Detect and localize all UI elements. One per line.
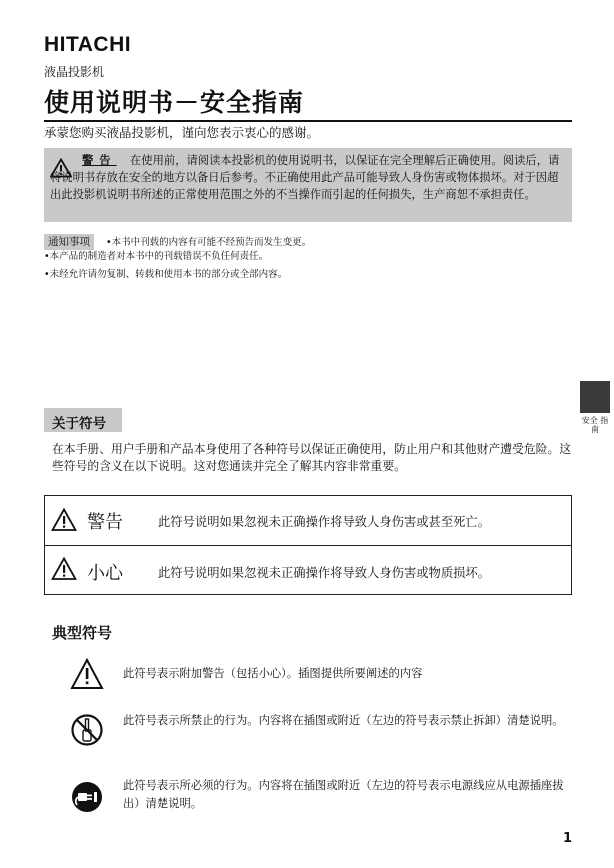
title-underline (44, 120, 572, 122)
brand-logo: HITACHI (44, 33, 132, 56)
no-disassembly-icon (70, 713, 104, 747)
symbol-description: 此符号表示附加警告（包括小心）。插图提供所要阐述的内容 (123, 667, 423, 680)
side-tab-label: 安全 指南 (581, 416, 609, 434)
notice-tag: 通知事项 (44, 234, 94, 250)
product-name: 液晶投影机 (44, 65, 105, 79)
page-number: 1 (563, 831, 573, 846)
exclamation-triangle-icon (70, 658, 104, 690)
caution-triangle-icon (51, 557, 77, 581)
warning-triangle-icon (51, 508, 77, 532)
warning-description: 此符号说明如果忽视未正确操作将导致人身伤害或甚至死亡。 (158, 515, 491, 529)
typical-symbols-title: 典型符号 (52, 624, 113, 642)
symbol-description: 此符号表示所必须的行为。内容将在插图或附近（左边的符号表示电源线应从电源插座拔出）清楚说明。 (123, 779, 564, 810)
table-divider (44, 545, 572, 546)
notice-item: •未经允许请勿复制、转载和使用本书的部分或全部内容。 (44, 269, 288, 280)
symbol-description: 此符号表示所禁止的行为。内容将在插图或附近（左边的符号表示禁止拆卸）清楚说明。 (123, 714, 564, 727)
section-title: 关于符号 (52, 416, 106, 432)
page-title: 使用说明书－安全指南 (44, 88, 305, 117)
warning-label: 警告 (82, 154, 117, 167)
warning-word: 警告 (87, 512, 123, 533)
symbols-intro: 在本手册、用户手册和产品本身使用了各种符号以保证正确使用，防止用户和其他财产遭受危险。这些符号的含义在以下说明。这对您通读并完全了解其内容非常重要。 (52, 442, 572, 473)
thanks-text: 承蒙您购买液晶投影机，谨向您表示衷心的感谢。 (44, 125, 320, 140)
side-tab-marker (580, 381, 610, 413)
caution-description: 此符号说明如果忽视未正确操作将导致人身伤害或物质损坏。 (158, 566, 491, 580)
notice-item: •本书中刊载的内容有可能不经预告而发生变更。 (106, 237, 312, 248)
notice-item: •本产品的制造者对本书中的刊载错误不负任何责任。 (44, 251, 269, 262)
warning-text: 在使用前，请阅读本投影机的使用说明书，以保证在完全理解后正确使用。阅读后，请将说明书存放在安全的地方以备日后参考。不正确使用此产品可能导致人身伤害或物体损坏。对于因超出此投影机说明书所述的正常使用范围之外的不当操作而引起的任何损失，生产商恕不承担责任。 (50, 154, 560, 201)
caution-word: 小心 (87, 563, 123, 584)
unplug-icon (70, 780, 104, 814)
